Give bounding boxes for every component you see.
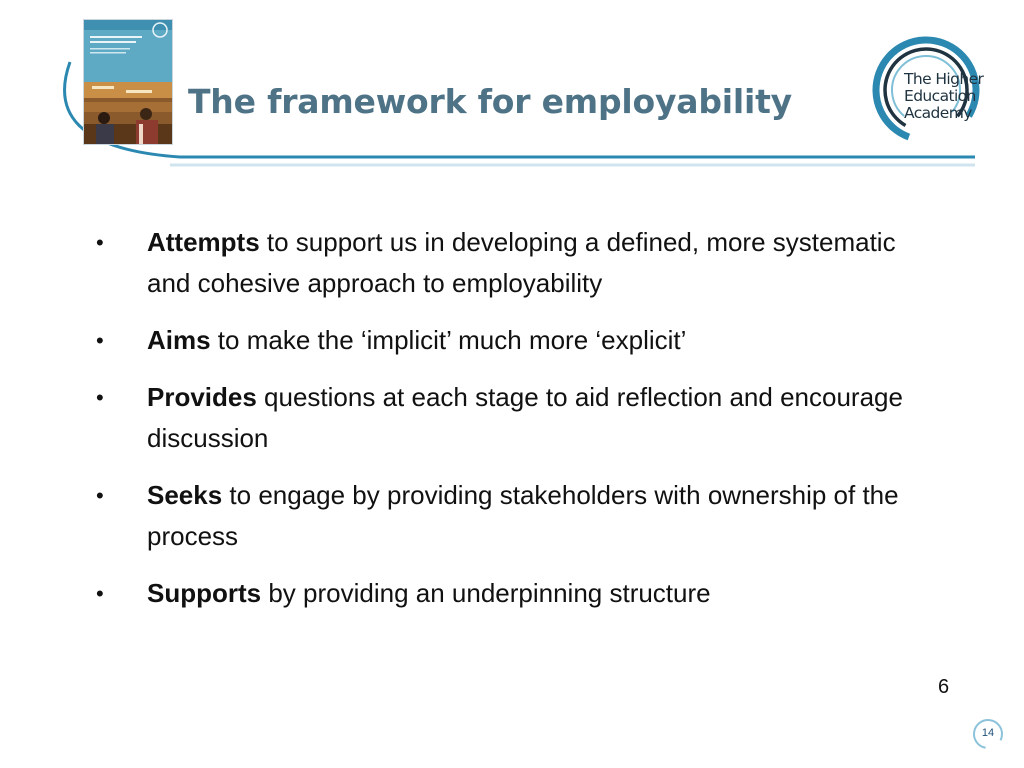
slide-number: 14 [981, 727, 995, 739]
bullet-item [96, 320, 936, 361]
bullet-keyword: Provides [147, 382, 257, 412]
bullet-item [96, 475, 936, 557]
bullet-keyword: Attempts [147, 227, 260, 257]
logo-line: The Higher [904, 70, 984, 88]
bullet-text: by providing an underpinning structure [261, 578, 711, 608]
bullet-dot: • [96, 328, 104, 353]
bullet-keyword: Aims [147, 325, 211, 355]
bullet-dot: • [96, 230, 104, 255]
bullet-text: questions at each stage to aid reflection and encourage discussion [147, 382, 903, 453]
report-cover-thumbnail [84, 20, 172, 144]
logo-line: Education [904, 87, 976, 105]
bullet-text: to engage by providing stakeholders with ownership of the process [147, 480, 899, 551]
bullet-text: to support us in developing a defined, more systematic and cohesive approach to employability [147, 227, 896, 298]
bullet-text: to make the ‘implicit’ much more ‘explicit’ [210, 325, 687, 355]
logo-line: Academy [904, 104, 972, 122]
bullet-dot: • [96, 483, 104, 508]
bullet-dot: • [96, 581, 104, 606]
bullet-item [96, 573, 936, 614]
bullet-list [96, 222, 936, 630]
bullet-item [96, 377, 936, 459]
page-number: 6 [938, 676, 950, 698]
bullet-item [96, 222, 936, 304]
slide-title: The framework for employability [188, 82, 792, 121]
bullet-keyword: Seeks [147, 480, 223, 510]
bullet-dot: • [96, 385, 104, 410]
bullet-keyword: Supports [147, 578, 262, 608]
hea-logo-text [904, 71, 984, 122]
